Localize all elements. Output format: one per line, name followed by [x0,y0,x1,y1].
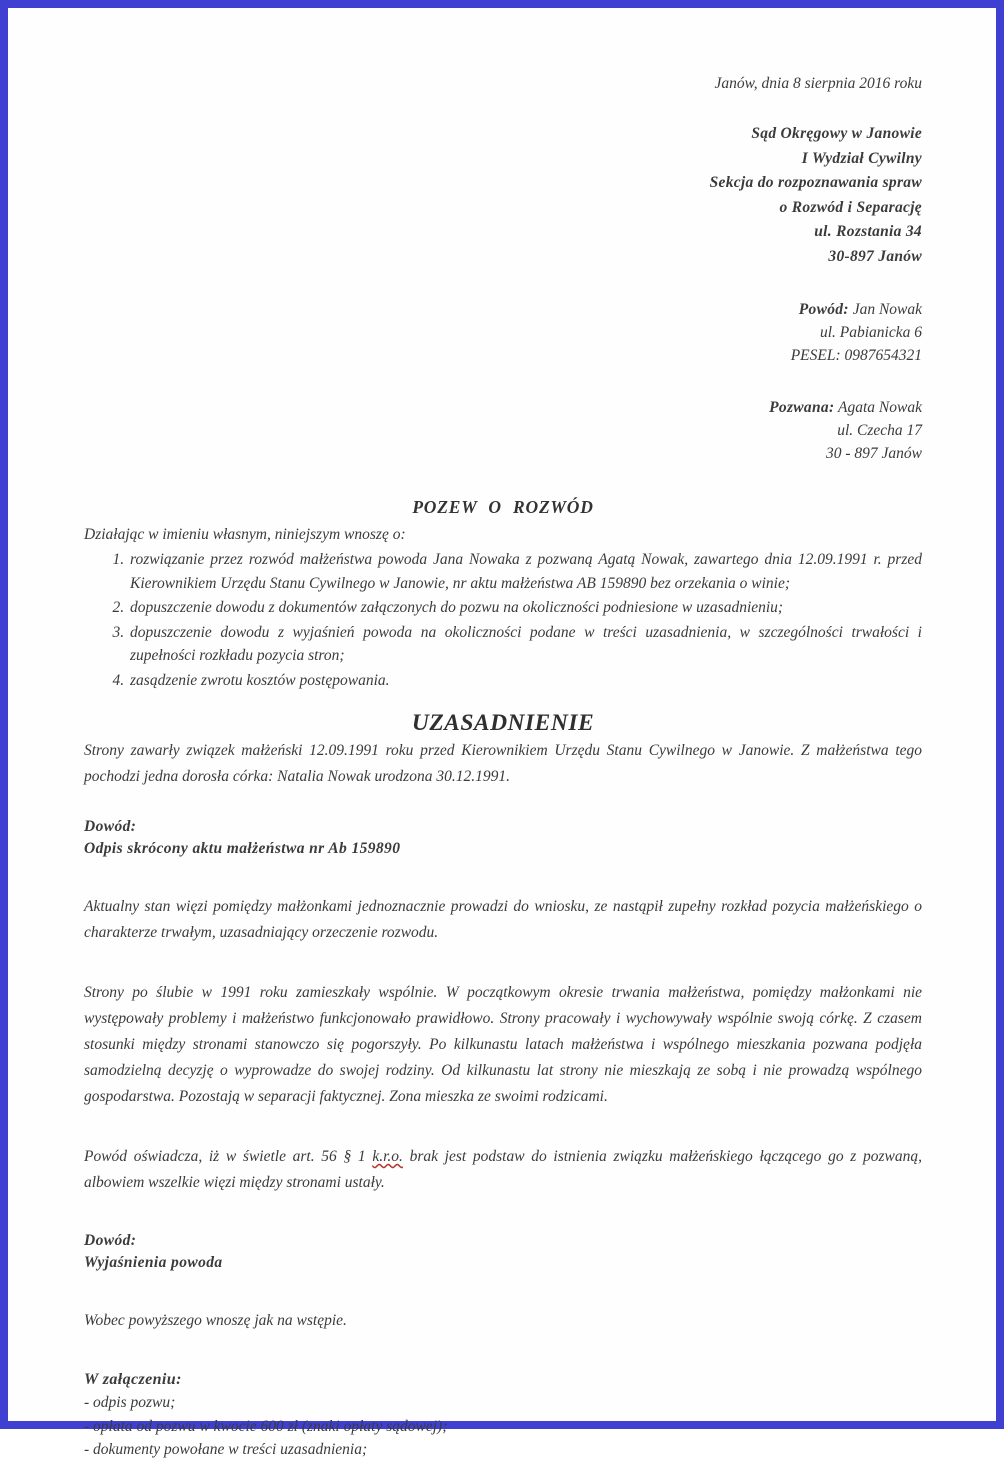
closing-line: Wobec powyższego wnoszę jak na wstępie. [84,1312,347,1329]
kro-underlined-term: k.r.o. [372,1148,403,1165]
paragraph-history: Strony po ślubie w 1991 roku zamieszkały wspólnie. W początkowym okresie trwania małżeństwa, pomiędzy małżonkami nie występowały problemy i małżeństwo funkcjonowało prawidłowo. Strony pracowały i wychowywały wspólnie swoją córkę. Z czasem stosunki między stronami stanowczo się pogorszyły. Po kilkunastu latach małżeństwa i wspólnego mieszkania pozwana podjęła samodzielną decyzję o wyprowadze do swojej rodziny. Od kilkunastu lat strony nie mieszkają ze sobą i nie prowadzą wspólnego gospodarstwa. Pozostają w separacji faktycznej. Zona mieszka ze swoimi rodzicami. [84,984,922,1105]
attachments-list [84,1391,922,1462]
evidence-block-1 [84,816,922,860]
date-line: Janów, dnia 8 sierpnia 2016 roku [714,75,922,92]
defendant-address-line: ul. Czecha 17 [837,422,922,439]
plaintiff-block [84,298,922,367]
paragraph-marriage: Strony zawarły związek małżeński 12.09.1991 roku przed Kierownikiem Urzędu Stanu Cywilnego w Janowie. Z małżeństwa tego pochodzi jedna dorosła córka: Natalia Nowak urodzona 30.12.1991. [84,742,922,785]
evidence-label: Dowód: [84,1232,137,1249]
court-address-line: 30-897 Janów [828,247,922,265]
defendant-address [84,419,922,465]
attachments-block [84,1368,922,1462]
court-address-line: ul. Rozstania 34 [814,223,922,240]
plaintiff-address-line: PESEL: 0987654321 [790,347,922,364]
plaintiff-address-line: ul. Pabianicka 6 [819,324,922,341]
attachments-heading: W załączeniu: [84,1371,182,1388]
paragraph-law-after: brak jest podstaw do istnienia związku małżeńskiego łączącego go z pozwaną, albowiem wszelkie więzi między stronami ustały. [84,1148,922,1191]
justification-heading: UZASADNIENIE [411,710,595,736]
court-address-line: I Wydział Cywilny [801,149,922,167]
plaintiff-name-line [84,298,922,321]
paragraph-breakdown: Aktualny stan więzi pomiędzy małżonkami jednoznacznie prowadzi do wniosku, ze nastąpił zupełny rozkład pozycia małżeńskiego o charakterze trwałym, uzasadniający orzeczenie rozwodu. [84,898,922,941]
evidence-block-2 [84,1230,922,1274]
defendant-address-line: 30 - 897 Janów [825,445,922,462]
evidence-text: Odpis skrócony aktu małżeństwa nr Ab 159890 [84,840,401,857]
plaintiff-address [84,321,922,367]
paragraph-law [84,1144,922,1196]
claim-item: 2. dopuszczenie dowodu z dokumentów załączonych do pozwu na okoliczności podniesione w uzasadnieniu; [128,596,922,620]
claim-item: 4. zasądzenie zwrotu kosztów postępowania. [128,669,922,693]
attachment-item: - opłata od pozwu w kwocie 600 zł (znaki opłaty sądowej); [84,1417,448,1435]
attachment-item: - dokumenty powołane w treści uzasadnienia; [84,1441,368,1458]
document-content [8,8,996,1458]
evidence-label: Dowód: [84,818,137,835]
defendant-name: Agata Nowak [838,399,922,416]
plaintiff-label: Powód: [798,301,849,318]
court-address-line: o Rozwód i Separację [779,198,922,216]
court-address-line: Sekcja do rozpoznawania spraw [709,174,922,191]
claim-item: 3. dopuszczenie dowodu z wyjaśnień powoda na okoliczności podane w treści uzasadnienia, w szczególności trwałości i zupełności rozkładu pozycia stron; [128,621,922,668]
court-address-block [84,122,922,269]
intro-line: Działając w imieniu własnym, niniejszym wnoszę o: [84,526,406,543]
court-address-line: Sąd Okręgowy w Janowie [751,125,922,142]
defendant-label: Pozwana: [769,399,835,416]
document-title: POZEW O ROZWÓD [412,497,594,517]
claims-list [84,548,922,692]
evidence-text: Wyjaśnienia powoda [84,1254,223,1271]
defendant-block [84,396,922,465]
plaintiff-name: Jan Nowak [852,301,922,318]
paragraph-law-before: Powód oświadcza, iż w świetle art. 56 § 1 [84,1148,373,1165]
defendant-name-line [84,396,922,419]
attachment-item: - odpis pozwu; [84,1394,176,1411]
claim-item: 1. rozwiązanie przez rozwód małżeństwa powoda Jana Nowaka z pozwaną Agatą Nowak, zawartego dnia 12.09.1991 r. przed Kierownikiem Urzędu Stanu Cywilnego w Janowie, nr aktu małżeństwa AB 159890 bez orzekania o winie; [128,548,922,595]
